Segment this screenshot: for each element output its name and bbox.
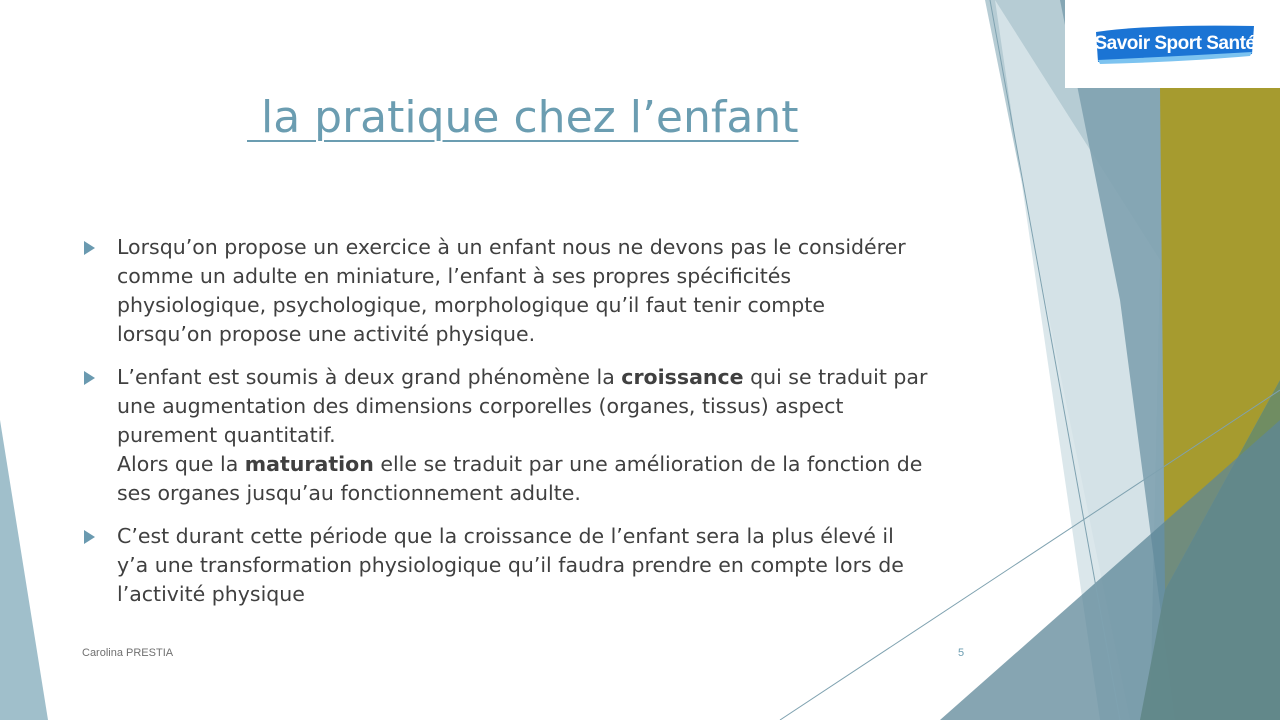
- bullet-line: y’a une transformation physiologique qu’il faudra prendre en compte lors de: [117, 553, 904, 577]
- bullet-line: Lorsqu’on propose un exercice à un enfant nous ne devons pas le considérer: [117, 235, 906, 259]
- bullet-line: lorsqu’on propose une activité physique.: [117, 322, 536, 346]
- bullet-line: [117, 450, 972, 479]
- bullet-arrow-icon: [84, 371, 95, 385]
- bullet-item: [82, 522, 972, 609]
- left-wedge-shape: [0, 420, 48, 720]
- bullet-item: [82, 233, 972, 349]
- text-segment: qui se traduit par: [743, 365, 928, 389]
- bold-term-maturation: maturation: [244, 452, 374, 476]
- bullet-line: purement quantitatif.: [117, 423, 336, 447]
- logo-text: Savoir Sport Santé: [1094, 33, 1256, 54]
- bullet-line: ses organes jusqu’au fonctionnement adulte.: [117, 481, 581, 505]
- bullet-line: une augmentation des dimensions corporelles (organes, tissus) aspect: [117, 394, 844, 418]
- footer-author: Carolina PRESTIA: [82, 647, 174, 659]
- text-segment: elle se traduit par une amélioration de la fonction de: [373, 452, 923, 476]
- bullet-line: l’activité physique: [117, 582, 305, 606]
- bullet-line: physiologique, psychologique, morphologique qu’il faut tenir compte: [117, 293, 825, 317]
- text-segment: Alors que la: [117, 452, 245, 476]
- bullet-arrow-icon: [84, 241, 95, 255]
- text-segment: L’enfant est soumis à deux grand phénomène la: [117, 365, 622, 389]
- bullet-line: comme un adulte en miniature, l’enfant à ses propres spécificités: [117, 264, 792, 288]
- page-number: 5: [958, 647, 965, 659]
- logo: [1092, 24, 1258, 64]
- bullet-item: [82, 363, 972, 508]
- bullet-list: [82, 233, 972, 623]
- bullet-line: [117, 363, 972, 392]
- bold-term-croissance: croissance: [621, 365, 744, 389]
- logo-area: [1065, 0, 1280, 88]
- slide-title: la pratique chez l’enfant: [247, 92, 799, 143]
- bullet-line: C’est durant cette période que la croissance de l’enfant sera la plus élevé il: [117, 524, 894, 548]
- bullet-arrow-icon: [84, 530, 95, 544]
